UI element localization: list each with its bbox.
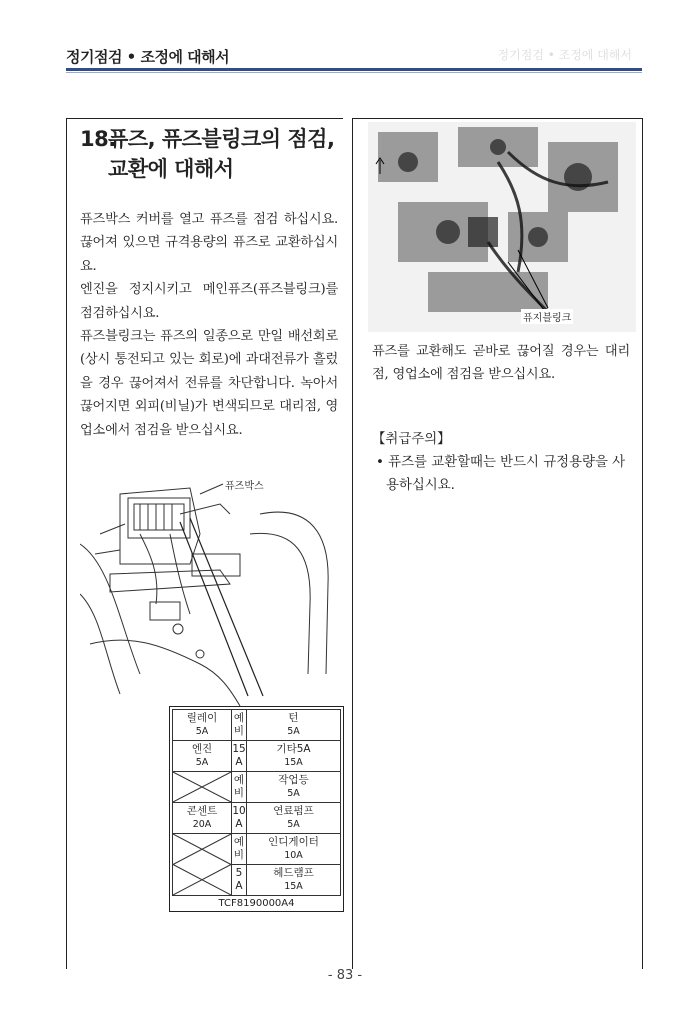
fuse-amp: 20A: [192, 819, 212, 830]
fuse-mid-top: 예: [233, 712, 245, 724]
page-number: - 83 -: [327, 968, 363, 983]
fuse-mid-top: 예: [233, 774, 245, 786]
paragraph: 엔진을 정지시키고 메인퓨즈(퓨즈블링크)를 점검하십시요.: [80, 282, 338, 321]
fuse-right-amp: 5A: [287, 788, 300, 799]
fuse-mid-bottom: A: [235, 818, 243, 830]
table-row: [173, 710, 341, 741]
header-rule-thin: [66, 72, 642, 73]
header-ghost-text: 정기점검 • 조정에 대해서: [497, 48, 632, 62]
fuse-right-name: 헤드램프: [273, 867, 314, 879]
fuse-amp: 5A: [195, 726, 209, 737]
fuse-cell-mid: [232, 803, 247, 834]
fuse-cell-right: [247, 741, 341, 772]
fuse-table-code: TCF8190000A4: [218, 898, 295, 909]
fuse-right-amp: 15A: [284, 757, 303, 768]
fuse-right-name: 턴: [288, 712, 299, 724]
fuse-box-label: 퓨즈박스: [225, 481, 264, 492]
paragraph: 퓨즈박스 커버를 열고 퓨즈를 점검 하십시요. 끊어져 있으면 규격용량의 퓨즈로 교환하십시요.: [80, 212, 338, 274]
fuse-right-amp: 10A: [284, 850, 303, 861]
fuse-mid-bottom: 비: [233, 849, 245, 861]
fuse-right-name: 인디게이터: [268, 836, 319, 848]
table-row: [173, 772, 341, 803]
fuse-cell-mid: [232, 741, 247, 772]
fuse-right-amp: 5A: [287, 726, 300, 737]
fuse-cell-mid: [232, 834, 247, 865]
left-body-text: [80, 208, 338, 442]
fuse-cell-left: [173, 710, 232, 741]
table-row: [173, 741, 341, 772]
fuse-table: [169, 706, 344, 912]
fuse-cell-mid: [232, 865, 247, 896]
page-header-title: 정기점검 • 조정에 대해서: [66, 48, 230, 66]
fuse-cell-left: [173, 803, 232, 834]
empty-fuse-slot-cross: [173, 834, 232, 896]
fuse-mid-top: 예: [233, 836, 245, 848]
fuse-name: 릴레이: [186, 712, 218, 724]
right-body-text: [372, 340, 630, 387]
header-rule: [66, 68, 642, 71]
fuse-box-diagram: [80, 474, 338, 706]
section-title-line2: 교환에 대해서: [108, 157, 234, 181]
empty-fuse-slot-cross: [173, 772, 232, 803]
fuse-cell-left: [173, 741, 232, 772]
caution-block: [372, 428, 634, 497]
table-row: [173, 834, 341, 865]
fusible-link-label: 퓨지블링크: [521, 309, 573, 324]
fuse-cell-right: [247, 710, 341, 741]
fuse-right-amp: 15A: [284, 881, 303, 892]
fuse-name: 엔진: [191, 743, 213, 755]
fuse-cell-mid: [232, 710, 247, 741]
fuse-cell-right: [247, 865, 341, 896]
section-title-line1: 퓨즈, 퓨즈블링크의 점검,: [108, 127, 335, 151]
section-number: 18.: [80, 127, 116, 151]
fuse-mid-bottom: A: [235, 756, 243, 768]
fuse-cell-right: [247, 803, 341, 834]
fuse-cell-mid: [232, 772, 247, 803]
caution-title: 【취급주의】: [372, 432, 451, 447]
fuse-right-name: 연료펌프: [273, 805, 314, 817]
caution-bullet: • 퓨즈를 교환할때는 반드시 규정용량을 사용하십시요.: [376, 455, 626, 493]
fuse-mid-bottom: 비: [233, 725, 245, 737]
fuse-cell-right: [247, 834, 341, 865]
fuse-mid-top: 15: [232, 743, 246, 755]
table-row: [173, 803, 341, 834]
section-title: [80, 124, 338, 184]
fuse-right-name: 기타5A: [276, 743, 311, 755]
fuse-mid-bottom: A: [235, 880, 243, 892]
paragraph: 퓨즈블링크는 퓨즈의 일종으로 만일 배선회로 (상시 통전되고 있는 회로)에 과대전류가 흘렀을 경우 끊어져서 전류를 차단합니다. 녹아서 끊어지면 외피(비닐)가 변색되므로 대리점, 영업소에서 점검을 받으십시요.: [80, 329, 338, 438]
fuse-name: 콘센트: [186, 805, 218, 817]
fuse-mid-top: 10: [232, 805, 246, 817]
fuse-cell-right: [247, 772, 341, 803]
fusible-link-photo: [368, 122, 636, 332]
fuse-amp: 5A: [195, 757, 209, 768]
fuse-mid-top: 5: [235, 867, 243, 879]
fuse-mid-bottom: 비: [233, 787, 245, 799]
fuse-right-name: 작업등: [278, 774, 309, 786]
paragraph: 퓨즈를 교환해도 곧바로 끊어질 경우는 대리점, 영업소에 점검을 받으십시요.: [372, 344, 630, 383]
fuse-right-amp: 5A: [287, 819, 300, 830]
